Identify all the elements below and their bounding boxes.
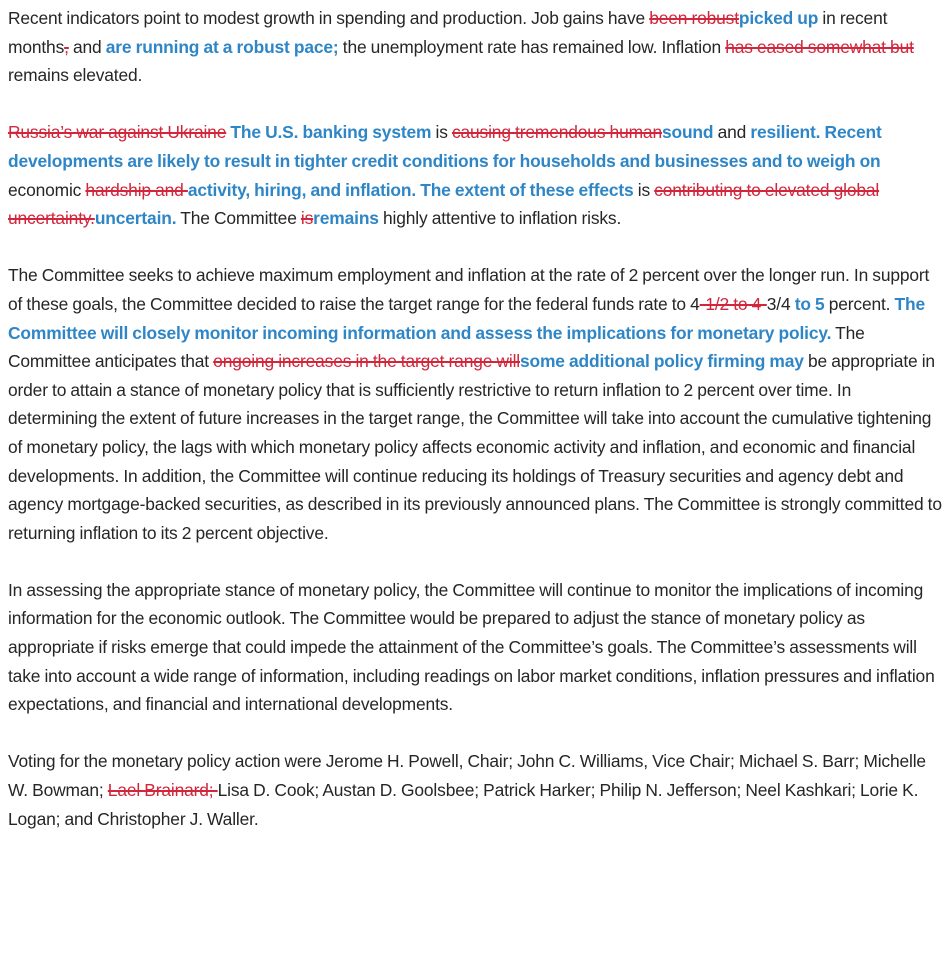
inserted-text: to 5 bbox=[794, 293, 825, 314]
deleted-text: hardship and bbox=[85, 179, 188, 200]
body-text: and bbox=[68, 36, 106, 57]
paragraph-assessment bbox=[8, 576, 944, 719]
inserted-text: uncertain. bbox=[94, 208, 177, 229]
inserted-text: are running at a robust pace; bbox=[105, 36, 339, 57]
inserted-text: activity, hiring, and inflation. The extent of these effects bbox=[187, 179, 634, 200]
body-text: In assessing the appropriate stance of monetary policy, the Committee will continue to monitor the implications of incoming information for the economic outlook. The Committee would be prepared to adjust the stance of monetary policy as appropriate if risks emerge that could impede the attainment of the Committee’s goals. The Committee’s assessments will take into account a wide range of information, including readings on labor market conditions, inflation pressures and inflation expectations, and financial and international developments. bbox=[8, 579, 935, 715]
inserted-text: sound bbox=[661, 122, 714, 143]
deleted-text: ongoing increases in the target range will bbox=[213, 351, 520, 372]
deleted-text: causing tremendous human bbox=[451, 122, 662, 143]
body-text: in recent months bbox=[8, 8, 888, 57]
inserted-text: resilient. Recent developments are likely to result in tighter credit conditions for households and businesses and to weigh on bbox=[8, 122, 882, 171]
body-text: Voting for the monetary policy action were Jerome H. Powell, Chair; John C. Williams, Vice Chair; Michael S. Barr; Michelle W. Bowman; bbox=[8, 751, 926, 801]
body-text: Lisa D. Cook; Austan D. Goolsbee; Patrick Harker; Philip N. Jefferson; Neel Kashkari; Lorie K. Logan; and Christopher J. Waller. bbox=[8, 780, 919, 829]
inserted-text: The U.S. banking system bbox=[230, 122, 432, 143]
deleted-text: Russia’s war against Ukraine bbox=[8, 122, 227, 143]
body-text: the unemployment rate has remained low. Inflation bbox=[338, 36, 726, 57]
deleted-text: been robust bbox=[649, 8, 739, 28]
deleted-text: Lael Brainard; bbox=[107, 780, 218, 801]
body-text: and bbox=[713, 122, 751, 143]
paragraph-banking-system bbox=[8, 118, 944, 232]
deleted-text: , bbox=[64, 36, 69, 57]
inserted-text: The Committee will closely monitor incoming information and assess the implications for monetary policy. bbox=[8, 293, 926, 343]
paragraph-economic-conditions bbox=[8, 4, 944, 90]
inserted-text: picked up bbox=[738, 8, 819, 28]
body-text: is bbox=[633, 179, 655, 200]
body-text: percent. bbox=[824, 293, 895, 314]
deleted-text: -1/2 to 4- bbox=[699, 293, 767, 314]
paragraph-voting bbox=[8, 747, 944, 833]
body-text: The Committee anticipates that bbox=[8, 322, 865, 372]
inserted-text: remains bbox=[313, 208, 379, 229]
body-text: 3/4 bbox=[766, 293, 795, 314]
body-text: is bbox=[431, 122, 452, 143]
paragraph-policy-decision bbox=[8, 261, 944, 547]
inserted-text: some additional policy firming may bbox=[520, 351, 804, 372]
body-text: remains elevated. bbox=[8, 65, 143, 86]
deleted-text: has eased somewhat but bbox=[725, 36, 914, 57]
body-text: The Committee bbox=[176, 208, 301, 229]
body-text: highly attentive to inflation risks. bbox=[378, 208, 622, 229]
body-text: economic bbox=[8, 179, 86, 200]
deleted-text: is bbox=[300, 208, 314, 229]
body-text: The Committee seeks to achieve maximum employment and inflation at the rate of 2 percent over the longer run. In support of these goals, the Committee decided to raise the target range for the federal funds rate to 4 bbox=[8, 265, 930, 314]
body-text: be appropriate in order to attain a stance of monetary policy that is sufficiently restrictive to return inflation to 2 percent over time. In determining the extent of future increases in the target range, the Committee will take into account the cumulative tightening of monetary policy, the lags with which monetary policy affects economic activity and inflation, and economic and financial developments. In addition, the Committee will continue reducing its holdings of Treasury securities and agency debt and agency mortgage-backed securities, as described in its previously announced plans. The Committee is strongly committed to returning inflation to its 2 percent objective. bbox=[8, 351, 942, 543]
deleted-text: contributing to elevated global uncertainty. bbox=[8, 179, 880, 229]
redline-document bbox=[8, 4, 944, 833]
body-text: Recent indicators point to modest growth in spending and production. Job gains have bbox=[8, 8, 650, 28]
